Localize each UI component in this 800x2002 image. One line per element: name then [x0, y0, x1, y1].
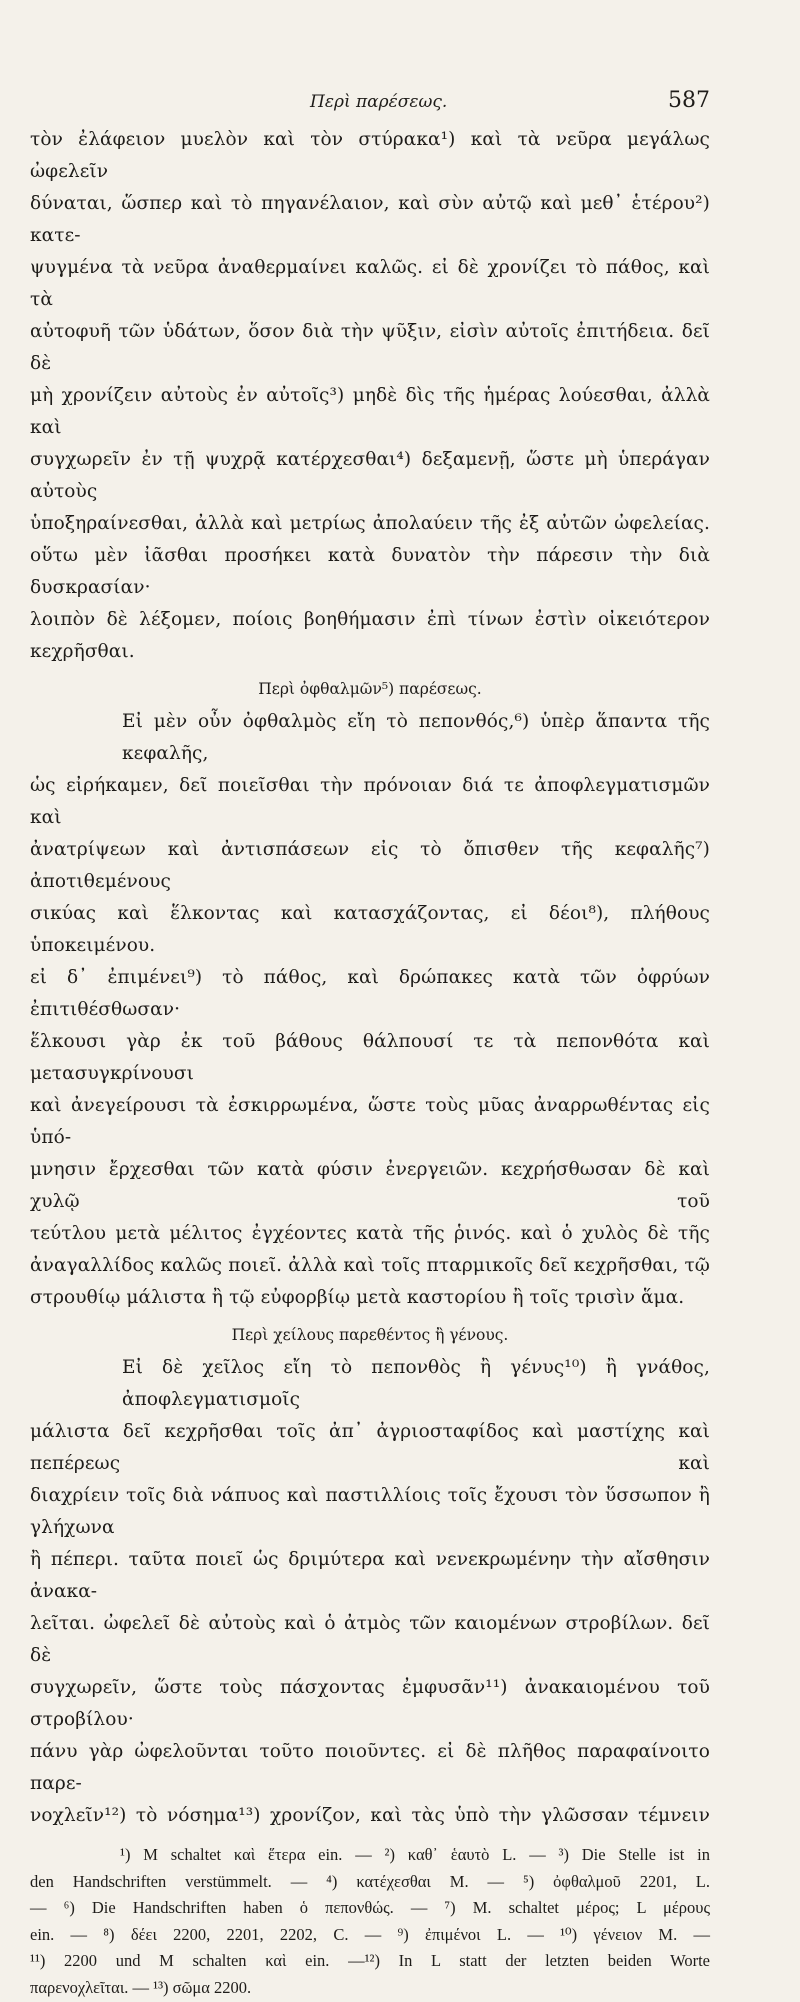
section-heading-eyes: Περὶ ὀφθαλμῶν⁵) παρέσεως. — [258, 680, 482, 698]
text-line: ψυγμένα τὰ νεῦρα ἀναθερμαίνει καλῶς. εἰ δὲ χρονίζει τὸ πάθος, καὶ τὰ — [30, 257, 710, 310]
text-line: συγχωρεῖν ἐν τῇ ψυχρᾷ κατέρχεσθαι⁴) δεξαμενῇ, ὥστε μὴ ὑπεράγαν αὐτοὺς — [30, 449, 710, 502]
footnote-line: den Handschriften verstümmelt. — ⁴) κατέχεσθαι M. — ⁵) ὀφθαλμοῦ 2201, L. — [30, 1871, 710, 1891]
text-line: τεύτλου μετὰ μέλιτος ἐγχέοντες κατὰ τῆς ῥινός. καὶ ὁ χυλὸς δὲ τῆς — [30, 1223, 710, 1244]
text-line: καὶ ἀνεγείρουσι τὰ ἐσκιρρωμένα, ὥστε τοὺς μῦας ἀναρρωθέντας εἰς ὑπό- — [30, 1095, 710, 1148]
text-line: λεῖται. ὠφελεῖ δὲ αὐτοὺς καὶ ὁ ἀτμὸς τῶν καιομένων στροβίλων. δεῖ δὲ — [30, 1613, 710, 1666]
section-eyes — [30, 706, 710, 1314]
text-line: μὴ χρονίζειν αὐτοὺς ἐν αὐτοῖς³) μηδὲ δὶς τῆς ἡμέρας λούεσθαι, ἀλλὰ καὶ — [30, 385, 710, 438]
text-line: ὑποξηραίνεσθαι, ἀλλὰ καὶ μετρίως ἀπολαύειν τῆς ἐξ αὐτῶν ὠφελείας. — [30, 513, 710, 534]
footnote-line: — ⁶) Die Handschriften haben ὁ πεπονθώς. — ⁷) M. schaltet μέρος; L μέρους — [30, 1898, 710, 1918]
section-lip — [30, 1352, 710, 1832]
text-line: ἀνατρίψεων καὶ ἀντισπάσεων εἰς τὸ ὄπισθεν τῆς κεφαλῆς⁷) ἀποτιθεμένους — [30, 839, 710, 892]
text-line: διαχρίειν τοῖς διὰ νάπυος καὶ παστιλλίοις τοῖς ἔχουσι τὸν ὕσσωπον ἢ γλήχωνα — [30, 1485, 710, 1538]
text-line: εἰ δ᾽ ἐπιμένει⁹) τὸ πάθος, καὶ δρώπακες κατὰ τῶν ὀφρύων ἐπιτιθέσθωσαν· — [30, 967, 710, 1020]
text-line: στρουθίῳ μάλιστα ἢ τῷ εὐφορβίῳ μετὰ καστορίου ἢ τοῖς τρισὶν ἅμα. — [30, 1287, 685, 1308]
section-paresis-continued — [30, 124, 710, 668]
text-line: Εἰ δὲ χεῖλος εἴη τὸ πεπονθὸς ἢ γένυς¹⁰) ἢ γνάθος, ἀποφλεγματισμοῖς — [122, 1357, 710, 1410]
text-line: οὕτω μὲν ἰᾶσθαι προσήκει κατὰ δυνατὸν τὴν πάρεσιν τὴν διὰ δυσκρασίαν· — [30, 545, 710, 598]
running-title: Περὶ παρέσεως. — [310, 92, 448, 112]
page-number: 587 — [668, 88, 710, 113]
footnote-line: παρενοχλεῖται. — ¹³) σῶμα 2200. — [30, 1977, 252, 1997]
text-line: ἢ πέπερι. ταῦτα ποιεῖ ὡς δριμύτερα καὶ νενεκρωμένην τὴν αἴσθησιν ἀνακα- — [30, 1549, 710, 1602]
text-line: Εἰ μὲν οὖν ὀφθαλμὸς εἴη τὸ πεπονθός,⁶) ὑπὲρ ἅπαντα τῆς κεφαλῆς, — [122, 711, 710, 764]
text-line: νοχλεῖν¹²) τὸ νόσημα¹³) χρονίζον, καὶ τὰς ὑπὸ τὴν γλῶσσαν τέμνειν — [30, 1805, 710, 1826]
text-line: τὸν ἐλάφειον μυελὸν καὶ τὸν στύρακα¹) καὶ τὰ νεῦρα μεγάλως ὠφελεῖν — [30, 129, 710, 182]
footnote-line: ¹¹) 2200 und M schalten καὶ ein. —¹²) In L statt der letzten beiden Worte — [30, 1951, 710, 1971]
page-body — [30, 124, 710, 2002]
text-line: συγχωρεῖν, ὥστε τοὺς πάσχοντας ἐμφυσᾶν¹¹) ἀνακαιομένου τοῦ στροβίλου· — [30, 1677, 710, 1730]
text-line: ὡς εἰρήκαμεν, δεῖ ποιεῖσθαι τὴν πρόνοιαν διά τε ἀποφλεγματισμῶν καὶ — [30, 775, 710, 828]
text-line: αὐτοφυῆ τῶν ὑδάτων, ὅσον διὰ τὴν ψῦξιν, εἰσὶν αὐτοῖς ἐπιτήδεια. δεῖ δὲ — [30, 321, 710, 374]
footnotes — [30, 1842, 710, 2002]
text-line: ἀναγαλλίδος καλῶς ποιεῖ. ἀλλὰ καὶ τοῖς πταρμικοῖς δεῖ κεχρῆσθαι, τῷ — [30, 1255, 710, 1276]
footnote-line: ¹) M schaltet καὶ ἕτερα ein. — ²) καθ᾽ ἑαυτὸ L. — ³) Die Stelle ist in — [120, 1845, 710, 1864]
text-line: ἕλκουσι γὰρ ἐκ τοῦ βάθους θάλπουσί τε τὰ πεπονθότα καὶ μετασυγκρίνουσι — [30, 1031, 710, 1084]
text-line: δύναται, ὥσπερ καὶ τὸ πηγανέλαιον, καὶ σὺν αὐτῷ καὶ μεθ᾽ ἑτέρου²) κατε- — [30, 193, 710, 246]
text-line: μάλιστα δεῖ κεχρῆσθαι τοῖς ἀπ᾽ ἀγριοσταφίδος καὶ μαστίχης καὶ πεπέρεως καὶ — [30, 1421, 710, 1474]
section-heading-lip: Περὶ χείλους παρεθέντος ἢ γένους. — [231, 1326, 509, 1344]
footnote-line: ein. — ⁸) δέει 2200, 2201, 2202, C. — ⁹) ἐπιμένοι L. — ¹⁰) γένειον M. — — [30, 1924, 710, 1944]
text-line: σικύας καὶ ἕλκοντας καὶ κατασχάζοντας, εἰ δέοι⁸), πλήθους ὑποκειμένου. — [30, 903, 710, 956]
text-line: λοιπὸν δὲ λέξομεν, ποίοις βοηθήμασιν ἐπὶ τίνων ἐστὶν οἰκειότερον κεχρῆσθαι. — [30, 609, 710, 662]
text-line: μνησιν ἔρχεσθαι τῶν κατὰ φύσιν ἐνεργειῶν. κεχρήσθωσαν δὲ καὶ χυλῷ τοῦ — [30, 1159, 710, 1212]
text-line: πάνυ γὰρ ὠφελοῦνται τοῦτο ποιοῦντες. εἰ δὲ πλῆθος παραφαίνοιτο παρε- — [30, 1741, 710, 1794]
